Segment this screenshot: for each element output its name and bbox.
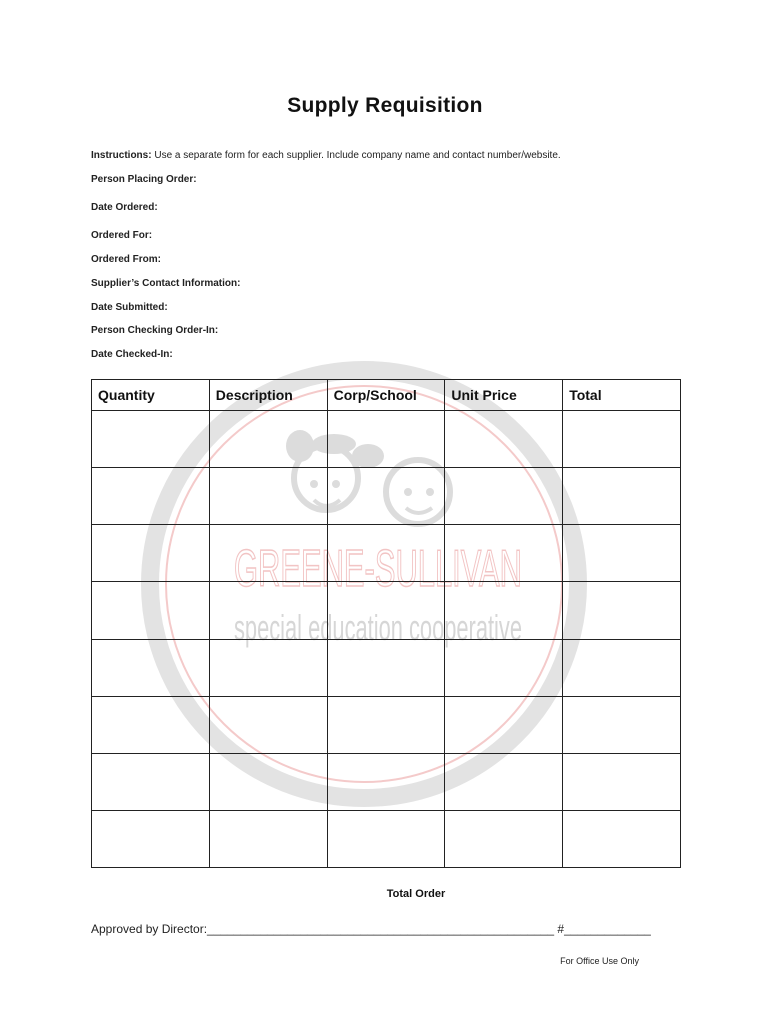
cell-quantity[interactable]	[92, 411, 210, 468]
cell-unit-price[interactable]	[445, 639, 563, 696]
cell-unit-price[interactable]	[445, 525, 563, 582]
field-ordered-from[interactable]: Ordered From:	[91, 254, 162, 265]
table-row	[92, 525, 681, 582]
cell-unit-price[interactable]	[445, 753, 563, 810]
cell-quantity[interactable]	[92, 696, 210, 753]
cell-total[interactable]	[563, 411, 681, 468]
cell-unit-price[interactable]	[445, 810, 563, 867]
cell-description[interactable]	[209, 525, 327, 582]
field-date-ordered[interactable]: Date Ordered:	[91, 202, 158, 213]
table-row	[92, 639, 681, 696]
cell-corp-school[interactable]	[327, 810, 445, 867]
cell-quantity[interactable]	[92, 639, 210, 696]
cell-corp-school[interactable]	[327, 468, 445, 525]
table-row	[92, 696, 681, 753]
cell-description[interactable]	[209, 639, 327, 696]
page-title: Supply Requisition	[287, 94, 483, 117]
office-use-note: For Office Use Only	[560, 956, 639, 966]
cell-unit-price[interactable]	[445, 696, 563, 753]
cell-description[interactable]	[209, 468, 327, 525]
items-table	[91, 379, 681, 868]
cell-total[interactable]	[563, 639, 681, 696]
cell-description[interactable]	[209, 582, 327, 639]
cell-corp-school[interactable]	[327, 753, 445, 810]
table-header-row	[92, 380, 681, 411]
cell-quantity[interactable]	[92, 468, 210, 525]
table-body	[92, 411, 681, 868]
instructions-text: Use a separate form for each supplier. Include company name and contact number/website.	[151, 150, 561, 161]
cell-total[interactable]	[563, 525, 681, 582]
field-person-checking-order-in[interactable]: Person Checking Order-In:	[91, 325, 219, 336]
cell-quantity[interactable]	[92, 753, 210, 810]
cell-description[interactable]	[209, 696, 327, 753]
cell-total[interactable]	[563, 582, 681, 639]
column-header-unit-price: Unit Price	[445, 380, 563, 411]
cell-total[interactable]	[563, 753, 681, 810]
column-header-description: Description	[209, 380, 327, 411]
table-row	[92, 753, 681, 810]
approved-by-director-line[interactable]: Approved by Director:____________________________________________________ #_____________	[91, 922, 651, 936]
cell-unit-price[interactable]	[445, 411, 563, 468]
cell-corp-school[interactable]	[327, 696, 445, 753]
field-date-checked-in[interactable]: Date Checked-In:	[91, 349, 173, 360]
cell-total[interactable]	[563, 810, 681, 867]
cell-corp-school[interactable]	[327, 411, 445, 468]
cell-unit-price[interactable]	[445, 468, 563, 525]
field-person-placing-order[interactable]: Person Placing Order:	[91, 174, 197, 185]
cell-total[interactable]	[563, 468, 681, 525]
column-header-corp-school: Corp/School	[327, 380, 445, 411]
table-row	[92, 810, 681, 867]
field-date-submitted[interactable]: Date Submitted:	[91, 302, 168, 313]
instructions-label: Instructions:	[91, 150, 152, 161]
cell-description[interactable]	[209, 810, 327, 867]
table-row	[92, 582, 681, 639]
cell-unit-price[interactable]	[445, 582, 563, 639]
column-header-quantity: Quantity	[92, 380, 210, 411]
watermark-tagline: special education cooperative	[234, 607, 522, 648]
field-supplier-contact[interactable]: Supplier’s Contact Information:	[91, 278, 241, 289]
field-ordered-for[interactable]: Ordered For:	[91, 230, 153, 241]
cell-corp-school[interactable]	[327, 582, 445, 639]
cell-quantity[interactable]	[92, 525, 210, 582]
column-header-total: Total	[563, 380, 681, 411]
table-row	[92, 411, 681, 468]
cell-description[interactable]	[209, 411, 327, 468]
instructions	[91, 150, 561, 161]
cell-description[interactable]	[209, 753, 327, 810]
total-order-label: Total Order	[386, 888, 446, 900]
cell-quantity[interactable]	[92, 582, 210, 639]
cell-quantity[interactable]	[92, 810, 210, 867]
cell-total[interactable]	[563, 696, 681, 753]
cell-corp-school[interactable]	[327, 525, 445, 582]
cell-corp-school[interactable]	[327, 639, 445, 696]
watermark-name: GREENE-SULLIVAN	[234, 540, 522, 598]
table-row	[92, 468, 681, 525]
